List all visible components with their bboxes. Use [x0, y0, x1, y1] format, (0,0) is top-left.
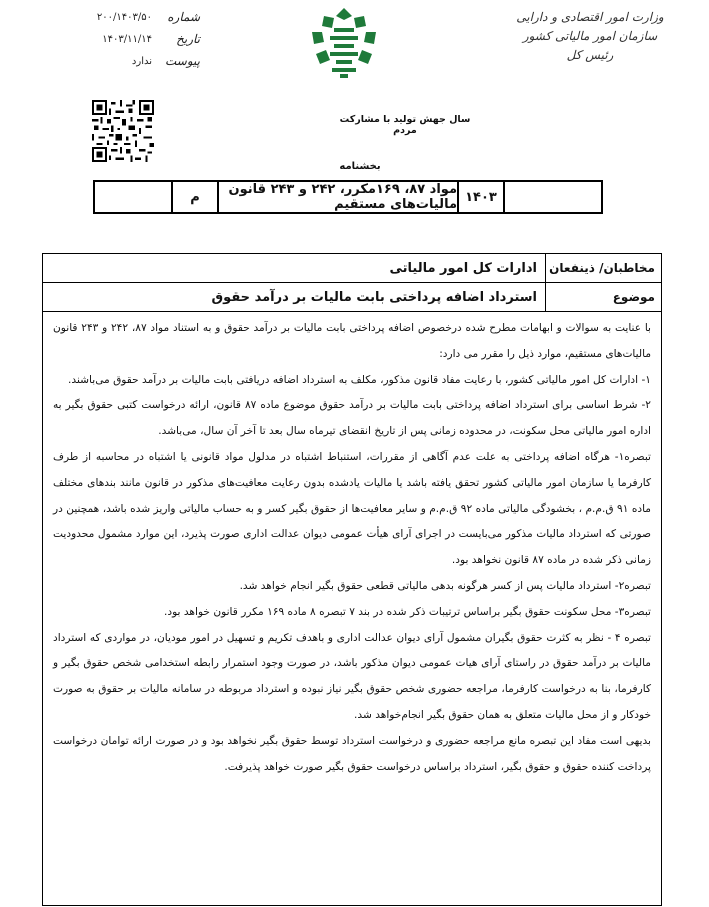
attachment-row	[20, 50, 200, 72]
clause-2: ۲- شرط اساسی برای استرداد اضافه پرداختی بابت مالیات بر درآمد حقوق موضوع ماده ۸۷ قانون، ارائه درخواست کتبی حقوق بگیر به اداره امور مالیاتی محل سکونت، در محدوده زمانی پس از تاریخ انقضای تیرماه سال بعد تا آخر آن سال، می‌باشد.	[53, 399, 651, 438]
number-value: ۲۰۰/۱۴۰۳/۵۰	[96, 11, 152, 23]
date-label: تاریخ	[176, 32, 200, 46]
qr-code	[92, 100, 154, 162]
number-row	[20, 6, 200, 28]
attachment-label: پیوست	[165, 54, 200, 68]
ministry-line: وزارت امور اقتصادی و دارایی	[516, 10, 664, 24]
circular-title: مواد ۸۷، ۱۶۹مکرر، ۲۴۲ و ۲۴۳ قانون مالیات‌های مستقیم	[217, 182, 457, 212]
note-3: تبصره۳- محل سکونت حقوق بگیر براساس ترتیبات ذکر شده در بند ۷ تبصره ۸ ماده ۱۶۹ مکرر قانون خواهد بود.	[163, 605, 651, 618]
circular-suffix: م	[171, 182, 217, 212]
blank-cell	[503, 182, 601, 212]
letter-meta	[20, 6, 200, 72]
intro-paragraph: با عنایت به سوالات و ابهامات مطرح شده درخصوص اضافه پرداختی بابت مالیات بر درآمد حقوق و به استناد مواد ۸۷، ۲۴۲ و ۲۴۳ قانون مالیات‌های مستقیم، موارد ذیل را مقرر می دارد:	[53, 322, 651, 360]
number-label: شماره	[167, 10, 200, 24]
subject-label: موضوع	[545, 283, 661, 311]
blank-cell-left	[95, 182, 171, 212]
note-1: تبصره۱- هرگاه اضافه پرداختی به علت عدم آگاهی از مقررات، استنباط اشتباه در مدلول مواد قانونی یا اشتباه در محاسبه از طرف کارفرما یا سازمان امور مالیاتی کشور تحقق یافته باشد یا مالیات یادشده بدون رعایت معافیت‌های مذکور در قانون مانند بندهای مختلف ماده ۹۱ ق.م.م ، بخشودگی مالیاتی ماده ۹۲ ق.م.م و سایر معافیت‌ها از حقوق بگیر کسر و به حساب مالیاتی واریز شده باشد، همچنین در صورتی که استرداد مالیات مذکور می‌بایست در اجرای آرای هیأت عمومی دیوان عدالت اداری صورت پذیرد، این موارد مشمول محدودیت زمانی ذکر شده در ماده ۸۷ قانون نخواهد بود.	[53, 450, 651, 567]
subject-value: استرداد اضافه پرداختی بابت مالیات بر درآمد حقوق	[211, 289, 537, 305]
attachment-value: ندارد	[131, 55, 152, 67]
circular-title-box	[93, 180, 603, 214]
clause-1: ۱- ادارات کل امور مالیاتی کشور، با رعایت مفاد قانون مذکور، مکلف به استرداد اضافه دریافتی بابت مالیات بر درآمد حقوق می‌باشند.	[68, 373, 651, 386]
subject-row	[43, 283, 661, 312]
addressees-row	[43, 254, 661, 283]
year-slogan: سال جهش تولید با مشارکت مردم	[339, 114, 471, 136]
note-4-continuation: بدیهی است مفاد این تبصره مانع مراجعه حضوری و درخواست استرداد توسط حقوق بگیر نخواهد بود و در صورت ارائه توامان درخواست پرداخت کننده حقوق و حقوق بگیر، استرداد براساس درخواست حقوق بگیر صورت خواهد پذیرفت.	[53, 734, 651, 773]
circular-label: بخشنامه	[339, 161, 381, 172]
date-row	[20, 28, 200, 50]
circular-body-table	[42, 253, 662, 906]
circular-year: ۱۴۰۳	[457, 182, 503, 212]
date-value: ۱۴۰۳/۱۱/۱۴	[102, 33, 152, 45]
organization-line: سازمان امور مالیاتی کشور	[522, 29, 658, 43]
ministry-header	[505, 8, 675, 65]
addressees-value: ادارات کل امور مالیاتی	[389, 260, 537, 276]
body-text	[43, 312, 661, 780]
tax-organization-logo	[306, 6, 382, 80]
head-line: رئیس کل	[566, 48, 614, 62]
note-2: تبصره۲- استرداد مالیات پس از کسر هرگونه بدهی مالیاتی قطعی حقوق بگیر انجام خواهد شد.	[239, 579, 651, 592]
addressees-label: مخاطبان/ ذینفعان	[545, 254, 661, 282]
note-4: تبصره ۴ - نظر به کثرت حقوق بگیران مشمول آرای دیوان عدالت اداری و باهدف تکریم و تسهیل در امور مودیان، در مواردی که استرداد مالیات بر درآمد حقوق در راستای آرای هیات عمومی دیوان مذکور باشد، در صورت وجود استمرار رابطه استخدامی شخص حقوق بگیر و کارفرما، بنا به درخواست کارفرما، مراجعه حضوری شخص حقوق بگیر نیاز نبوده و استرداد مربوطه در سامانه مالیات بر حقوق به صورت خودکار و از محل مالیات متعلق به همان حقوق بگیر انجام‌خواهد شد.	[53, 631, 651, 721]
